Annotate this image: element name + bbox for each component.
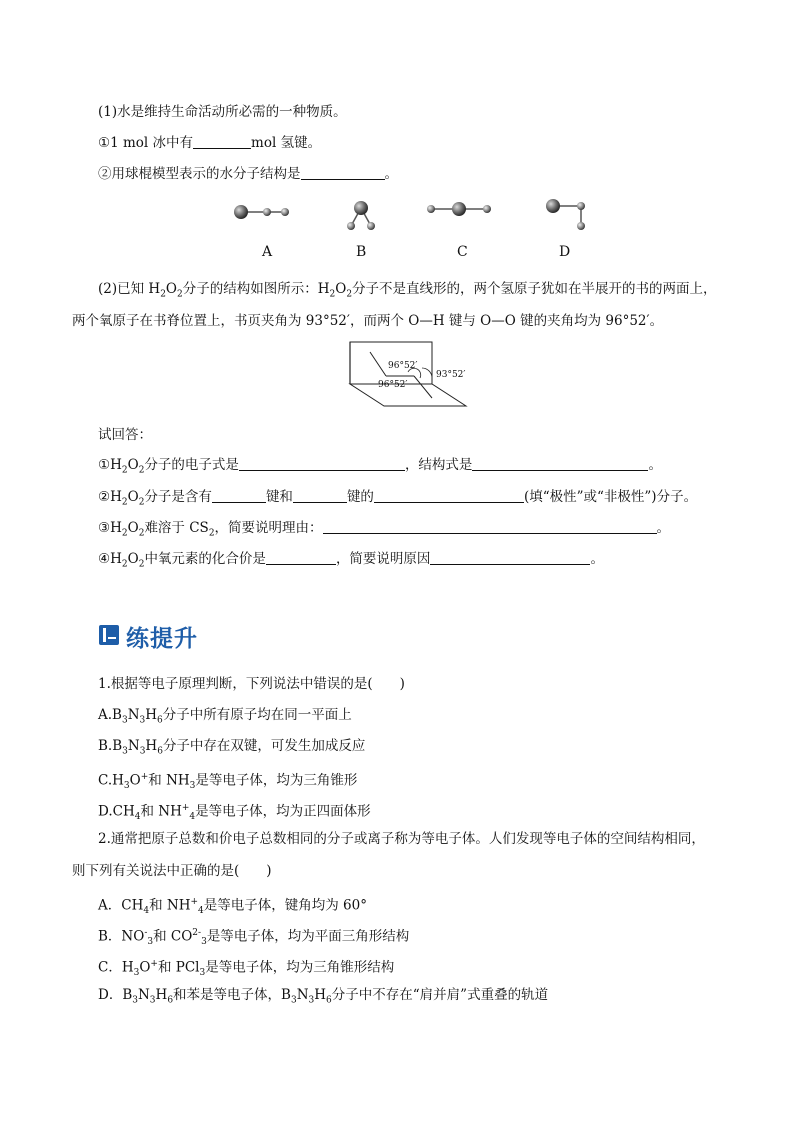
answer-heading: 试回答：	[98, 427, 152, 443]
q1-part1-unit: mol 氢键。	[251, 135, 322, 151]
text: 和苯是等电子体，B	[173, 987, 291, 1003]
book-icon	[98, 624, 120, 646]
subscript: 3	[122, 746, 128, 757]
answer-blank[interactable]	[472, 456, 648, 471]
subscript: 4	[198, 906, 204, 917]
item-4	[98, 550, 604, 574]
q1-part2-end: 。	[384, 166, 398, 182]
practice-2-option-b	[98, 924, 409, 951]
text: N	[127, 707, 140, 723]
text: 分子的电子式是	[144, 457, 239, 473]
text: D．B	[98, 987, 133, 1003]
text: ，简要说明原因	[335, 551, 431, 567]
text: (填“极性”或“非极性”)分子。	[523, 489, 698, 505]
subscript: 2	[329, 289, 336, 300]
subscript: 2	[177, 289, 183, 300]
subscript: 2	[160, 289, 166, 300]
text: O	[127, 520, 139, 536]
answer-blank[interactable]	[374, 488, 524, 503]
answer-blank[interactable]	[193, 134, 251, 149]
item-1	[98, 456, 662, 480]
q1-part2-text: ②用球棍模型表示的水分子结构是	[98, 166, 301, 182]
model-c	[427, 202, 491, 216]
text: 是等电子体，键角均为 60°	[203, 897, 367, 914]
subscript: 2	[208, 528, 215, 539]
angle-label: 96°52′	[378, 380, 408, 390]
subscript: 3	[121, 715, 128, 726]
subscript: 3	[147, 937, 154, 948]
text: N	[137, 987, 150, 1003]
q1-part2	[98, 165, 398, 183]
subscript: 3	[149, 995, 156, 1006]
subscript: 6	[167, 995, 174, 1006]
text: 。	[590, 551, 604, 567]
text: ①H	[98, 457, 122, 473]
model-label-c: C	[457, 244, 468, 260]
subscript: 3	[133, 968, 140, 979]
text: A.B	[98, 707, 122, 723]
subscript: 2	[138, 465, 145, 476]
practice-2-option-a	[98, 893, 367, 920]
subscript: 3	[139, 746, 146, 757]
section-title: 练提升	[126, 626, 198, 652]
subscript: 6	[326, 995, 332, 1006]
text: 和 NH	[140, 803, 182, 820]
text: 分子的结构如图所示：H	[182, 281, 330, 297]
answer-blank[interactable]	[301, 165, 385, 180]
text: ④H	[98, 551, 122, 567]
item-3	[98, 519, 670, 543]
angle-label: 93°52′	[436, 370, 466, 380]
answer-blank[interactable]	[323, 519, 657, 534]
item-2	[98, 488, 697, 512]
text: 键和	[265, 489, 293, 505]
subscript: 4	[189, 812, 196, 823]
answer-blank[interactable]	[266, 550, 336, 565]
model-label-a: A	[262, 244, 273, 260]
subscript: 4	[134, 812, 141, 823]
text: 和 CO	[153, 928, 193, 945]
practice-2-stem-line2: 则下列有关说法中正确的是( )	[72, 863, 272, 879]
text: H	[145, 738, 158, 754]
subscript: 2	[121, 497, 128, 508]
text: A．CH	[98, 897, 144, 914]
subscript: 2	[138, 497, 145, 508]
subscript: 2	[138, 559, 145, 570]
answer-blank[interactable]	[430, 550, 590, 565]
subscript: 3	[123, 781, 130, 792]
text: 难溶于 CS	[144, 520, 209, 536]
practice-2-option-d	[98, 986, 548, 1010]
water-model-options	[225, 196, 605, 266]
text: 分子中所有原子均在同一平面上	[162, 707, 352, 723]
answer-blank[interactable]	[212, 488, 266, 503]
subscript: 2	[121, 465, 128, 476]
q1-intro: (1)水是维持生命活动所必需的一种物质。	[98, 104, 347, 120]
text: D.CH	[98, 803, 135, 820]
model-label-d: D	[559, 244, 571, 260]
text: ③H	[98, 520, 122, 536]
subscript: 2	[346, 289, 353, 300]
text: B．NO	[98, 928, 145, 945]
text: 和 PCl	[157, 959, 200, 976]
text: (2)已知 H	[98, 281, 161, 297]
text: H	[314, 987, 327, 1003]
superscript: +	[140, 772, 149, 782]
text: H	[155, 987, 168, 1003]
text: 和 NH	[148, 772, 190, 789]
text: 分子中存在双键，可发生加成反应	[162, 738, 366, 754]
text: O	[335, 281, 347, 297]
text: O	[127, 551, 139, 567]
text: ②H	[98, 489, 122, 505]
subscript: 3	[189, 781, 196, 792]
superscript: 2-	[192, 928, 202, 938]
superscript: +	[181, 803, 190, 813]
text: ，结构式是	[404, 457, 473, 473]
answer-blank[interactable]	[293, 488, 347, 503]
subscript: 3	[308, 995, 315, 1006]
text: C．H	[98, 959, 134, 976]
text: 。	[648, 457, 662, 473]
practice-1-stem: 1.根据等电子原理判断，下列说法中错误的是( )	[98, 676, 405, 692]
superscript: +	[150, 959, 158, 969]
text: B.B	[98, 738, 123, 754]
model-d	[546, 199, 585, 230]
model-a	[234, 205, 289, 219]
text: O	[129, 772, 141, 789]
practice-1-option-b	[98, 737, 365, 761]
text: 是等电子体，均为正四面体形	[195, 803, 371, 820]
subscript: 2	[121, 559, 128, 570]
practice-1-option-a	[98, 706, 352, 730]
text: 分子不是直线形的，两个氢原子犹如在半展开的书的两面上，	[352, 281, 717, 297]
subscript: 3	[290, 995, 297, 1006]
q2-intro	[98, 280, 717, 304]
practice-1-option-c	[98, 768, 357, 795]
subscript: 6	[157, 715, 163, 726]
text: N	[127, 738, 140, 754]
subscript: 4	[143, 906, 150, 917]
subscript: 3	[132, 995, 138, 1006]
text: 是等电子体，均为平面三角形结构	[206, 928, 410, 945]
model-b	[347, 201, 375, 230]
text: C.H	[98, 772, 124, 789]
q2-intro-line2: 两个氧原子在书脊位置上，书页夹角为 93°52′，而两个 O—H 键与 O—O 键的夹角均为 96°52′。	[72, 313, 664, 329]
text: 和 NH	[149, 897, 191, 914]
h2o2-structure-figure	[340, 338, 476, 410]
superscript: -	[144, 928, 148, 938]
q1-part1	[98, 134, 321, 152]
subscript: 2	[121, 528, 128, 539]
q1-part1-text: ①1 mol 冰中有	[98, 135, 194, 151]
text: 是等电子体，均为三角锥形	[195, 772, 358, 789]
text: 分子中不存在“肩并肩”式重叠的轨道	[331, 987, 549, 1003]
text: H	[145, 707, 158, 723]
angle-label: 96°52′	[388, 361, 418, 371]
practice-1-option-d	[98, 799, 371, 826]
model-label-b: B	[356, 244, 367, 260]
text: 键的	[346, 489, 374, 505]
subscript: 3	[201, 937, 207, 948]
text: ，简要说明理由：	[214, 520, 323, 536]
subscript: 6	[157, 746, 163, 757]
text: O	[165, 281, 177, 297]
practice-2-option-c	[98, 955, 394, 982]
ball-stick-models-figure	[225, 196, 605, 242]
subscript: 2	[138, 528, 145, 539]
text: O	[139, 959, 151, 976]
answer-blank[interactable]	[239, 456, 405, 471]
text: 分子是含有	[144, 489, 212, 505]
subscript: 3	[199, 968, 206, 979]
text: N	[296, 987, 309, 1003]
text: O	[127, 489, 139, 505]
subscript: 3	[139, 715, 146, 726]
text: 。	[656, 520, 671, 536]
text: 中氧元素的化合价是	[144, 551, 266, 567]
text: 是等电子体，均为三角锥形结构	[205, 959, 395, 976]
practice-2-stem-line1: 2.通常把原子总数和价电子总数相同的分子或离子称为等电子体。人们发现等电子体的空间结构相同，	[98, 831, 705, 847]
superscript: +	[190, 897, 199, 907]
text: O	[127, 457, 139, 473]
